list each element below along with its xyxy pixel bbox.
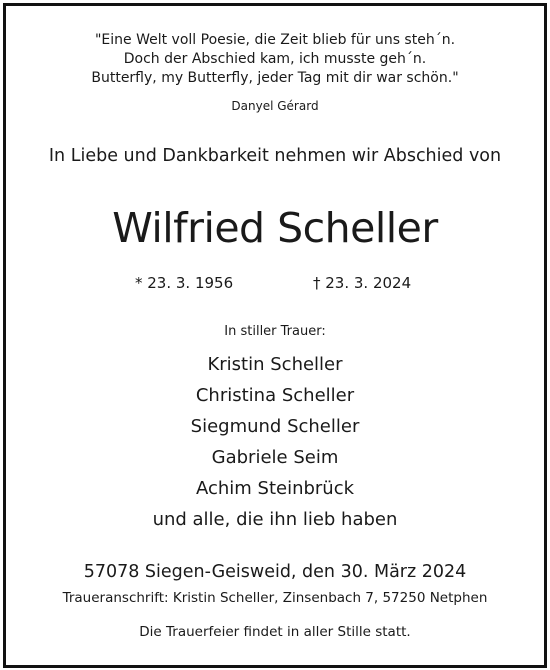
intro-text: In Liebe und Dankbarkeit nehmen wir Abschied von	[48, 146, 502, 166]
place-and-date: 57078 Siegen-Geisweid, den 30. März 2024	[83, 562, 467, 582]
mourner-name: Christina Scheller	[195, 385, 355, 406]
mourner-name: Kristin Scheller	[207, 354, 343, 375]
deceased-name: Wilfried Scheller	[112, 204, 438, 252]
death-date: † 23. 3. 2024	[313, 274, 412, 292]
mourners-label: In stiller Trauer:	[224, 324, 326, 339]
birth-date: * 23. 3. 1956	[135, 274, 234, 292]
quote-line-1: "Eine Welt voll Poesie, die Zeit blieb für uns steh´n.	[94, 32, 456, 48]
quote-line-3: Butterfly, my Butterfly, jeder Tag mit dir war schön."	[91, 70, 459, 86]
mourning-address: Traueranschrift: Kristin Scheller, Zinsenbach 7, 57250 Netphen	[62, 590, 488, 606]
mourner-name: Achim Steinbrück	[195, 478, 355, 499]
mourners-others: und alle, die ihn lieb haben	[152, 509, 398, 530]
quote-line-2: Doch der Abschied kam, ich musste geh´n.	[123, 51, 427, 67]
mourner-name: Gabriele Seim	[211, 447, 339, 468]
funeral-note: Die Trauerfeier findet in aller Stille statt.	[139, 624, 411, 640]
mourner-name: Siegmund Scheller	[190, 416, 360, 437]
quote-author: Danyel Gérard	[231, 99, 319, 113]
